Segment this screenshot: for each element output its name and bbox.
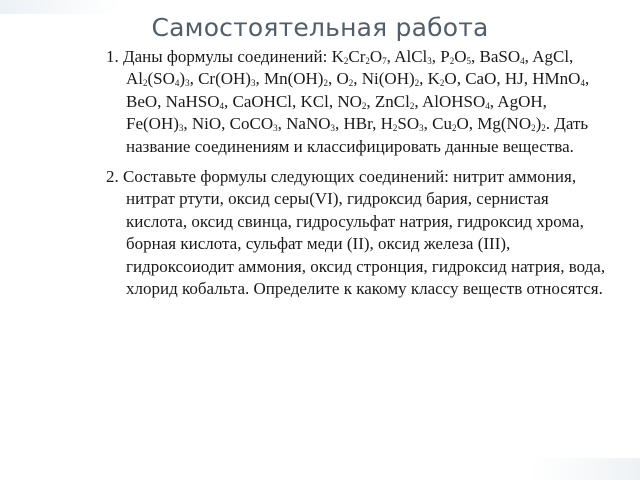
- slide-title: Самостоятельная работа: [151, 13, 489, 42]
- chemical-formula: KCl: [300, 91, 329, 111]
- chemical-formula: HMnO$_4$: [532, 69, 585, 89]
- task-1-intro: Даны формулы соединений:: [123, 47, 328, 66]
- chemical-formula: $H_2SO_3$: [380, 114, 424, 134]
- task-2-text: Составьте формулы следующих соединений: нитрит аммония, нитрат ртути, оксид серы(VI), гидроксид бария, сернистая кислота, оксид свинца, гидросульфат натрия, гидроксид хрома, борная кислота, сульфат меди (II), оксид железа (III), гидроксоиодит аммония, оксид стронция, гидроксид натрия, вода, хлорид кобальта. Определите к какому классу веществ относятся.: [123, 167, 606, 299]
- chemical-formula: AgOH: [497, 91, 543, 111]
- chemical-formula: $Cu_2O$: [432, 114, 469, 134]
- chemical-formula: $Fe(OH)_3$: [126, 114, 184, 134]
- chemical-formula: BaSO$_4$: [479, 47, 525, 66]
- chemical-formula: $Mn(OH)_2$: [263, 69, 328, 89]
- task-list: [106, 46, 606, 300]
- chemical-formula: NiO: [191, 114, 222, 134]
- chemical-formula: AlCl$_3$: [394, 47, 432, 66]
- chemical-formula: $P_2O_5$: [440, 47, 472, 66]
- chemical-formula: $K_2Cr_2O_7$: [331, 47, 387, 66]
- chemical-formula: $O_2$: [336, 69, 354, 89]
- chemical-formula: BeO: [126, 91, 158, 111]
- chemical-formula: $K_2O$: [427, 69, 457, 89]
- chemical-formula: $Ni(OH)_2$: [361, 69, 420, 89]
- task-1-number: 1.: [106, 47, 119, 66]
- task-2: [106, 166, 606, 300]
- formula-list: $K_2Cr_2O_7$, AlCl$_3$, $P_2O_5$, BaSO$_4$, AgCl, $Al_2(SO_4)_3$, $Cr(OH)_3$, $Mn(OH)_2$, $O_2$, $Ni(OH)_2$, $K_2O$, CaO, HJ, HMnO$_4$, BeO, NaHSO$_4$, CaOHCl, KCl, $NO_2$, ZnCl$_2$, AlOHSO$_4$, AgOH, $Fe(OH)_3$, NiO, CoCO$_3$, NaNO$_3$, HBr, $H_2SO_3$, $Cu_2O$, $Mg(NO_2)_2$.: [126, 47, 590, 134]
- task-1: [106, 46, 606, 158]
- chemical-formula: HBr: [343, 114, 373, 134]
- task-2-number: 2.: [106, 167, 119, 187]
- chemical-formula: CaO: [465, 69, 497, 89]
- chemical-formula: $Al_2(SO_4)_3$: [126, 69, 190, 89]
- chemical-formula: $NO_2$: [337, 91, 367, 111]
- chemical-formula: ZnCl$_2$: [374, 91, 415, 111]
- task-1-instruction: Дать название соединениям и классифицировать данные вещества.: [126, 114, 589, 156]
- chemical-formula: AlOHSO$_4$: [421, 91, 490, 111]
- corner-decoration-bottom: [530, 458, 640, 480]
- chemical-formula: AgCl: [532, 47, 570, 66]
- chemical-formula: NaNO$_3$: [286, 114, 336, 134]
- chemical-formula: HJ: [504, 69, 524, 89]
- chemical-formula: $Mg(NO_2)_2$: [477, 114, 546, 134]
- chemical-formula: CoCO$_3$: [229, 114, 278, 134]
- chemical-formula: NaHSO$_4$: [165, 91, 225, 111]
- chemical-formula: $Cr(OH)_3$: [198, 69, 256, 89]
- chemical-formula: CaOHCl: [232, 91, 293, 111]
